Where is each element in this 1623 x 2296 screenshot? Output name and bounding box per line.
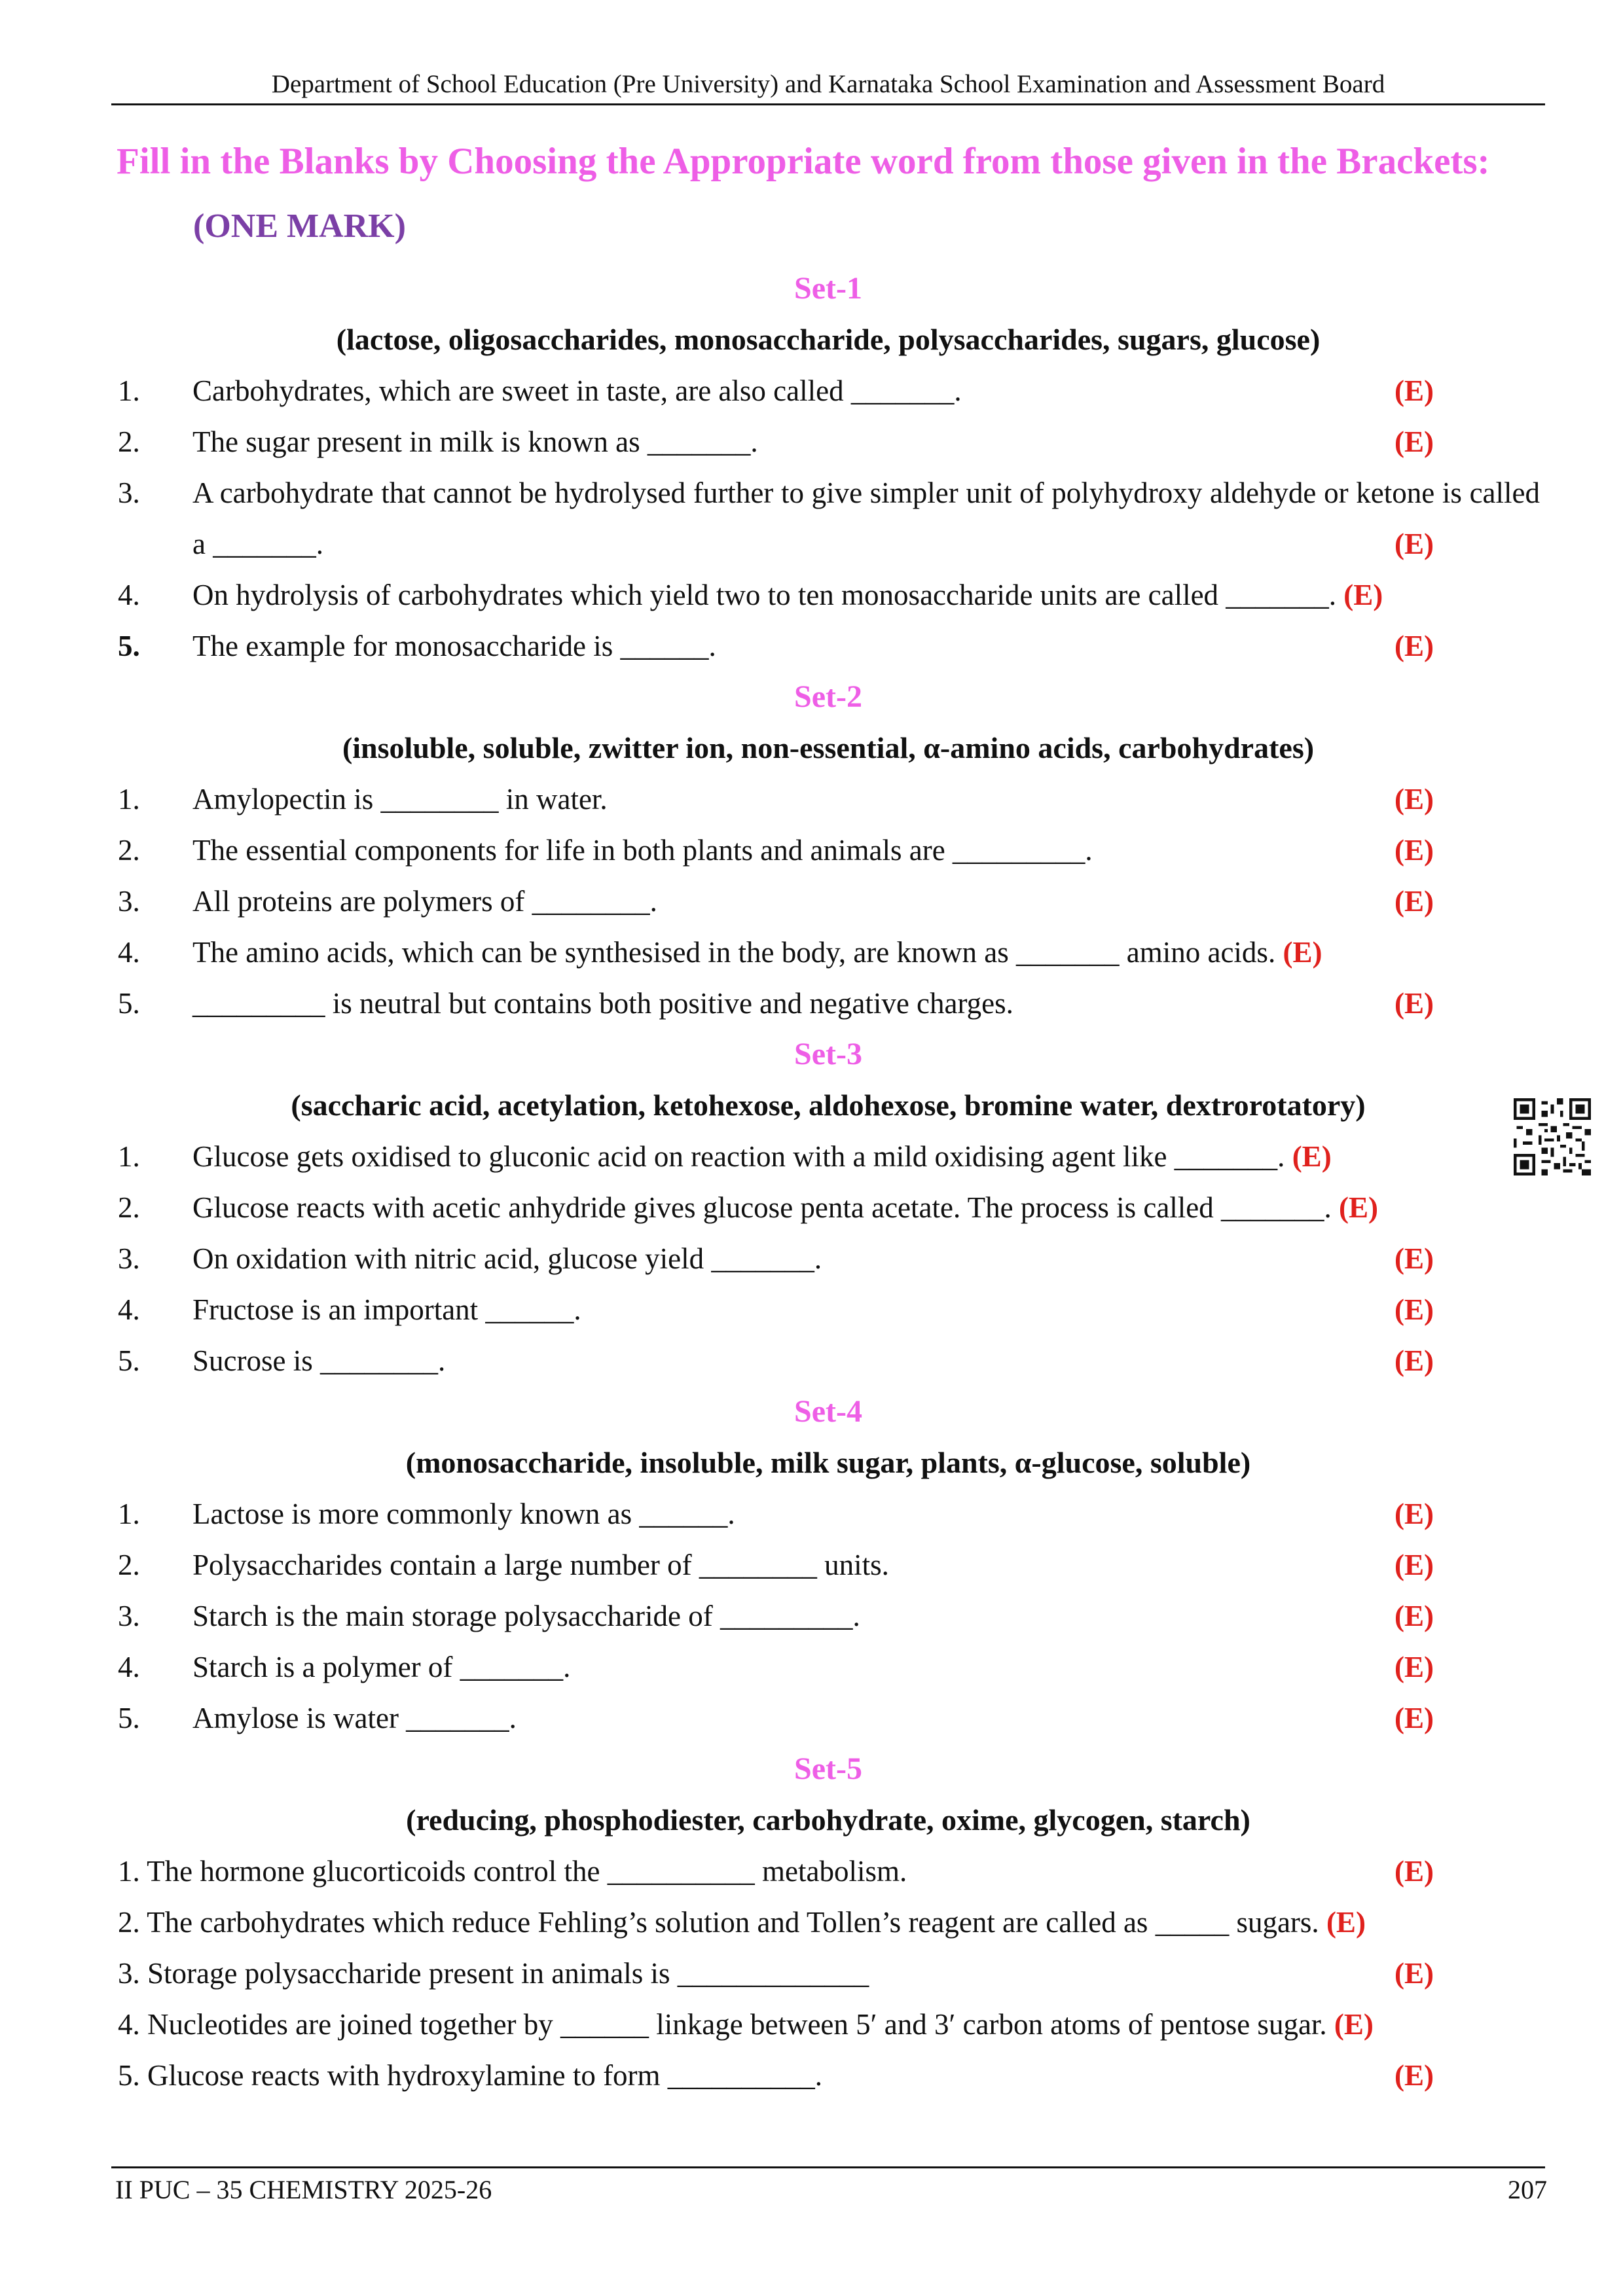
question-text (118, 1846, 1545, 1897)
question-text-content: The sugar present in milk is known as _______. (192, 425, 758, 458)
mark-label: (E) (1343, 579, 1383, 611)
mark-label: (E) (1283, 936, 1322, 969)
mark-label: (E) (1395, 2059, 1434, 2092)
mark-label: (E) (1395, 834, 1434, 867)
set-word-bank: (reducing, phosphodiester, carbohydrate, oxime, glycogen, starch) (406, 1803, 1250, 1837)
mark-label: (E) (1292, 1140, 1332, 1173)
question-item (111, 1233, 1545, 1284)
mark-label: (E) (1395, 630, 1434, 662)
question-item (111, 569, 1545, 620)
mark-label: (E) (1334, 2008, 1374, 2041)
question-text-content: Starch is a polymer of _______. (192, 1651, 571, 1683)
question-item (111, 365, 1545, 416)
qr-code-icon[interactable] (1514, 1098, 1591, 1175)
question-text-content: The amino acids, which can be synthesised in the body, are known as _______ amino acids. (192, 936, 1276, 969)
question-item (111, 1846, 1545, 1897)
mark-label: (E) (1395, 374, 1434, 407)
question-text (192, 876, 1540, 927)
question-text (192, 825, 1540, 876)
mark-label: (E) (1395, 1702, 1434, 1734)
question-text-content: Amylose is water _______. (192, 1702, 517, 1734)
question-number: 2. (118, 1549, 140, 1581)
set-word-bank: (lactose, oligosaccharides, monosaccharide, polysaccharides, sugars, glucose) (336, 323, 1321, 356)
question-text (118, 1897, 1545, 1948)
question-item (111, 416, 1545, 467)
question-number: 3. (118, 476, 140, 509)
mark-label: (E) (1395, 1242, 1434, 1275)
mark-label: (E) (1395, 987, 1434, 1020)
question-number: 1. (118, 783, 140, 816)
question-item (111, 1284, 1545, 1335)
page-number: 207 (1508, 2175, 1547, 2204)
question-text (192, 1335, 1540, 1386)
mark-label: (E) (1395, 1498, 1434, 1530)
question-number: 5. (118, 987, 140, 1020)
question-item (111, 927, 1545, 978)
question-text-content: Lactose is more commonly known as ______. (192, 1498, 735, 1530)
footer-course: II PUC – 35 CHEMISTRY 2025-26 (115, 2175, 492, 2204)
question-text (192, 1641, 1540, 1693)
question-text-content: On oxidation with nitric acid, glucose yield _______. (192, 1242, 822, 1275)
question-item (111, 1948, 1545, 1999)
question-number: 3. (118, 1600, 140, 1632)
footer-rule (111, 2166, 1545, 2168)
question-text (118, 2050, 1545, 2101)
mark-label: (E) (1395, 1549, 1434, 1581)
question-text (192, 1539, 1540, 1590)
mark-label: (E) (1395, 885, 1434, 918)
question-text (192, 416, 1540, 467)
question-text-content: 1. The hormone glucorticoids control the __________ metabolism. (118, 1855, 907, 1888)
mark-label: (E) (1395, 783, 1434, 816)
set-word-bank: (saccharic acid, acetylation, ketohexose, aldohexose, bromine water, dextrorotatory) (291, 1088, 1366, 1122)
question-text-content: _________ is neutral but contains both positive and negative charges. (192, 987, 1013, 1020)
set-title: Set-5 (794, 1751, 862, 1786)
question-number: 4. (118, 1651, 140, 1683)
question-number: 2. (118, 1191, 140, 1224)
question-text-content: Starch is the main storage polysaccharide of _________. (192, 1600, 860, 1632)
question-text (192, 774, 1540, 825)
mark-label: (E) (1395, 1344, 1434, 1377)
question-text (192, 569, 1540, 620)
question-number: 5. (118, 630, 140, 662)
question-number: 2. (118, 425, 140, 458)
set-word-bank: (insoluble, soluble, zwitter ion, non-essential, α-amino acids, carbohydrates) (342, 731, 1315, 764)
question-number: 1. (118, 1498, 140, 1530)
question-item (111, 1131, 1545, 1182)
question-item (111, 1182, 1545, 1233)
question-text-content: Fructose is an important ______. (192, 1293, 581, 1326)
question-number: 1. (118, 1140, 140, 1173)
question-item (111, 876, 1545, 927)
question-item (111, 1693, 1545, 1744)
question-text (192, 1693, 1540, 1744)
question-text (118, 1999, 1545, 2050)
question-text-content: Carbohydrates, which are sweet in taste, are also called _______. (192, 374, 962, 407)
question-text (192, 467, 1540, 569)
question-text-content: The essential components for life in both plants and animals are _________. (192, 834, 1093, 867)
mark-label: (E) (1326, 1906, 1366, 1939)
question-text (192, 1131, 1540, 1182)
question-number: 5. (118, 1702, 140, 1734)
question-text-content: All proteins are polymers of ________. (192, 885, 657, 918)
page-subtitle: (ONE MARK) (193, 207, 406, 245)
question-number: 1. (118, 374, 140, 407)
mark-label: (E) (1395, 1293, 1434, 1326)
question-text (192, 1284, 1540, 1335)
set-title: Set-4 (794, 1394, 862, 1429)
question-number: 3. (118, 885, 140, 918)
question-text (192, 1488, 1540, 1539)
set-title: Set-2 (794, 679, 862, 714)
question-text (192, 978, 1540, 1029)
question-text-content: The example for monosaccharide is ______. (192, 630, 716, 662)
question-text-content: Sucrose is ________. (192, 1344, 446, 1377)
page-title: Fill in the Blanks by Choosing the Appropriate word from those given in the Brackets: (117, 141, 1490, 182)
question-text-content: Amylopectin is ________ in water. (192, 783, 608, 816)
mark-label: (E) (1395, 1855, 1434, 1888)
question-number: 4. (118, 1293, 140, 1326)
question-text-content: Polysaccharides contain a large number of ________ units. (192, 1549, 889, 1581)
question-item (111, 825, 1545, 876)
mark-label: (E) (1395, 1600, 1434, 1632)
question-text (118, 1948, 1545, 1999)
set-title: Set-3 (794, 1037, 862, 1071)
question-item (111, 620, 1545, 672)
question-number: 3. (118, 1242, 140, 1275)
question-item (111, 1641, 1545, 1693)
mark-label: (E) (1395, 425, 1434, 458)
question-text-content: 2. The carbohydrates which reduce Fehling’s solution and Tollen’s reagent are called as _____ sugars. (118, 1906, 1319, 1939)
question-text-content: Glucose gets oxidised to gluconic acid on reaction with a mild oxidising agent like _______. (192, 1140, 1285, 1173)
question-text (192, 620, 1540, 672)
question-text-content: Glucose reacts with acetic anhydride gives glucose penta acetate. The process is called _______. (192, 1191, 1332, 1224)
question-item (111, 978, 1545, 1029)
question-text-content: 4. Nucleotides are joined together by ______ linkage between 5′ and 3′ carbon atoms of pentose sugar. (118, 2008, 1327, 2041)
question-item (111, 774, 1545, 825)
mark-label: (E) (1339, 1191, 1379, 1224)
question-item (111, 467, 1545, 569)
mark-label: (E) (1395, 1651, 1434, 1683)
header-rule (111, 103, 1545, 105)
question-text-content: A carbohydrate that cannot be hydrolysed further to give simpler unit of polyhydroxy aldehyde or ketone is called a _______. (192, 476, 1540, 560)
question-text (192, 1233, 1540, 1284)
question-item (111, 1897, 1545, 1948)
question-number: 2. (118, 834, 140, 867)
question-item (111, 1335, 1545, 1386)
question-text-content: 5. Glucose reacts with hydroxylamine to form __________. (118, 2059, 823, 2092)
page-header: Department of School Education (Pre University) and Karnataka School Examination and Assessment Board (271, 70, 1385, 98)
set-title: Set-1 (794, 271, 862, 306)
question-text (192, 1182, 1540, 1233)
question-text-content: On hydrolysis of carbohydrates which yield two to ten monosaccharide units are called _______. (192, 579, 1337, 611)
question-text (192, 927, 1540, 978)
question-text (192, 1590, 1540, 1641)
question-sets (111, 263, 1545, 2101)
question-number: 4. (118, 579, 140, 611)
question-item (111, 1539, 1545, 1590)
question-number: 5. (118, 1344, 140, 1377)
set-word-bank: (monosaccharide, insoluble, milk sugar, plants, α-glucose, soluble) (405, 1446, 1251, 1479)
question-number: 4. (118, 936, 140, 969)
question-item (111, 2050, 1545, 2101)
question-text (192, 365, 1540, 416)
mark-label: (E) (1395, 528, 1434, 560)
mark-label: (E) (1395, 1957, 1434, 1990)
question-text-content: 3. Storage polysaccharide present in animals is _____________ (118, 1957, 869, 1990)
question-item (111, 1488, 1545, 1539)
question-item (111, 1999, 1545, 2050)
question-item (111, 1590, 1545, 1641)
